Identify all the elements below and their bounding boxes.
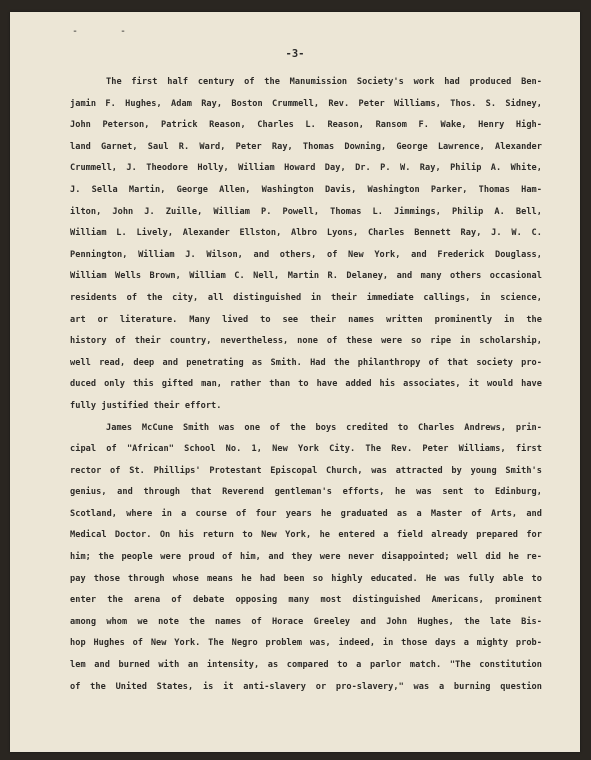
text-line: hop Hughes of New York. The Negro problem was, indeed, in those days a mighty prob- [70, 638, 542, 649]
text-line: William Wells Brown, William C. Nell, Martin R. Delaney, and many others occasional [70, 271, 542, 282]
text-line: genius, and through that Reverend gentleman's efforts, he was sent to Edinburg, [70, 487, 542, 498]
text-line: land Garnet, Saul R. Ward, Peter Ray, Thomas Downing, George Lawrence, Alexander [70, 141, 542, 152]
text-line: duced only this gifted man, rather than to have added his associates, it would have [70, 379, 542, 390]
text-line: residents of the city, all distinguished in their immediate callings, in science, [70, 292, 542, 303]
text-line: J. Sella Martin, George Allen, Washington Davis, Washington Parker, Thomas Ham- [70, 184, 542, 195]
text-line: among whom we note the names of Horace Greeley and John Hughes, the late Bis- [70, 616, 542, 627]
body-text [70, 72, 542, 698]
text-line: The first half century of the Manumission Society's work had produced Ben- [106, 77, 542, 87]
document-page [10, 12, 580, 752]
text-line: lem and burned with an intensity, as compared to a parlor match. "The constitution [70, 660, 542, 671]
text-line: ilton, John J. Zuille, William P. Powell, Thomas L. Jimmings, Philip A. Bell, [70, 206, 542, 217]
text-line: Pennington, William J. Wilson, and others, of New York, and Frederick Douglass, [70, 249, 542, 260]
text-line: pay those through whose means he had been so highly educated. He was fully able to [70, 573, 542, 584]
text-line: William L. Lively, Alexander Ellston, Albro Lyons, Charles Bennett Ray, J. W. C. [70, 228, 542, 239]
text-line: Scotland, where in a course of four years he graduated as a Master of Arts, and [70, 508, 542, 519]
text-line: fully justified their effort. [70, 400, 222, 411]
text-line: Crummell, J. Theodore Holly, William Howard Day, Dr. P. W. Ray, Philip A. White, [70, 163, 542, 174]
text-line: him; the people were proud of him, and they were never disappointed; well did he re- [70, 552, 542, 563]
text-line: James McCune Smith was one of the boys credited to Charles Andrews, prin- [106, 422, 542, 433]
text-line: jamin F. Hughes, Adam Ray, Boston Crummell, Rev. Peter Williams, Thos. S. Sidney, [70, 98, 542, 109]
text-line: art or literature. Many lived to see their names written prominently in the [70, 314, 542, 325]
page-number: -3- [285, 48, 305, 60]
text-line: of the United States, is it anti-slavery or pro-slavery," was a burning question [70, 681, 542, 692]
text-line: enter the arena of debate opposing many most distinguished Americans, prominent [70, 595, 542, 606]
text-line: Medical Doctor. On his return to New York, he entered a field already prepared for [70, 530, 542, 541]
corner-mark: - - [72, 26, 145, 37]
text-line: well read, deep and penetrating as Smith. Had the philanthropy of that society pro- [70, 357, 542, 368]
text-line: John Peterson, Patrick Reason, Charles L. Reason, Ransom F. Wake, Henry High- [70, 120, 542, 131]
text-line: rector of St. Phillips' Protestant Episcopal Church, was attracted by young Smith's [70, 465, 542, 476]
text-line: cipal of "African" School No. 1, New York City. The Rev. Peter Williams, first [70, 444, 542, 455]
text-line: history of their country, nevertheless, none of these were so ripe in scholarship, [70, 336, 542, 347]
